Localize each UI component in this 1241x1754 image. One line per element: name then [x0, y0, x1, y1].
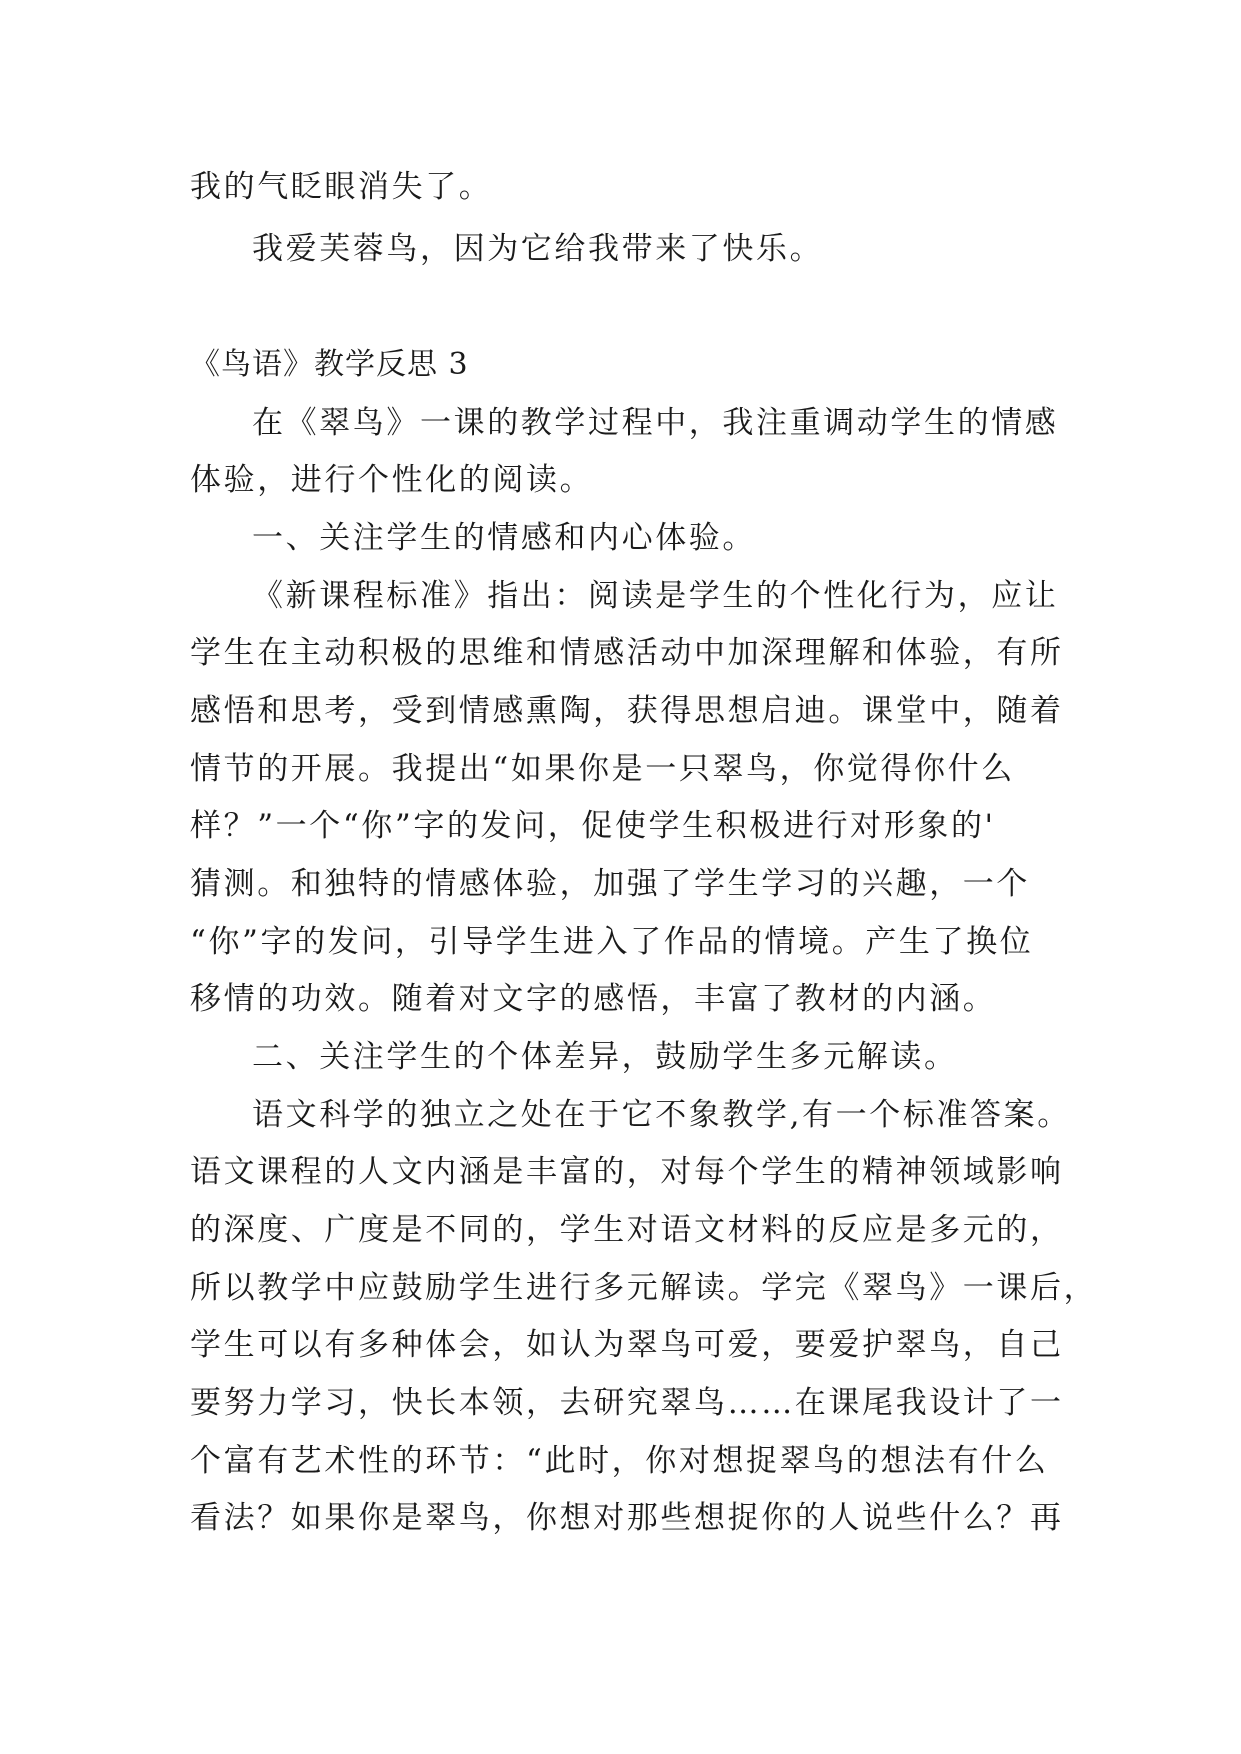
paragraph-line: 我爱芙蓉鸟，因为它给我带来了快乐。 — [252, 231, 824, 267]
paragraph-line: 体验，进行个性化的阅读。 — [190, 462, 594, 498]
paragraph-line: “你”字的发问，引导学生进入了作品的情境。产生了换位 — [190, 924, 1034, 960]
section-title: 《鸟语》教学反思 3 — [190, 347, 469, 382]
paragraph-line: 学生可以有多种体会，如认为翠鸟可爱，要爱护翠鸟，自己 — [190, 1327, 1064, 1363]
paragraph-line: 感悟和思考，受到情感熏陶，获得思想启迪。课堂中，随着 — [190, 693, 1064, 729]
subheading: 一、关注学生的情感和内心体验。 — [252, 520, 756, 556]
paragraph-line: 学生在主动积极的思维和情感活动中加深理解和体验，有所 — [190, 635, 1064, 671]
paragraph-line: 移情的功效。随着对文字的感悟，丰富了教材的内涵。 — [190, 981, 997, 1017]
subheading: 二、关注学生的个体差异，鼓励学生多元解读。 — [252, 1039, 958, 1075]
paragraph-line: 的深度、广度是不同的，学生对语文材料的反应是多元的， — [190, 1212, 1064, 1248]
paragraph-line: 我的气眨眼消失了。 — [190, 169, 493, 205]
paragraph-line: 语文课程的人文内涵是丰富的，对每个学生的精神领域影响 — [190, 1154, 1064, 1190]
paragraph-line: 所以教学中应鼓励学生进行多元解读。学完《翠鸟》一课后， — [190, 1270, 1098, 1306]
paragraph-line: 情节的开展。我提出“如果你是一只翠鸟，你觉得你什么 — [190, 751, 1015, 787]
paragraph-line: 猜测。和独特的情感体验，加强了学生学习的兴趣，一个 — [190, 866, 1030, 902]
paragraph-line: 样？”一个“你”字的发问，促使学生积极进行对形象的' — [190, 808, 996, 844]
paragraph-line: 语文科学的独立之处在于它不象教学,有一个标准答案。 — [252, 1097, 1071, 1133]
paragraph-line: 看法？如果你是翠鸟，你想对那些想捉你的人说些什么？再 — [190, 1500, 1064, 1536]
paragraph-line: 《新课程标准》指出：阅读是学生的个性化行为，应让 — [252, 578, 1059, 614]
paragraph-line: 在《翠鸟》一课的教学过程中，我注重调动学生的情感 — [252, 405, 1059, 441]
paragraph-line: 个富有艺术性的环节：“此时，你对想捉翠鸟的想法有什么 — [190, 1443, 1049, 1479]
paragraph-line: 要努力学习，快长本领，去研究翠鸟……在课尾我设计了一 — [190, 1385, 1064, 1421]
